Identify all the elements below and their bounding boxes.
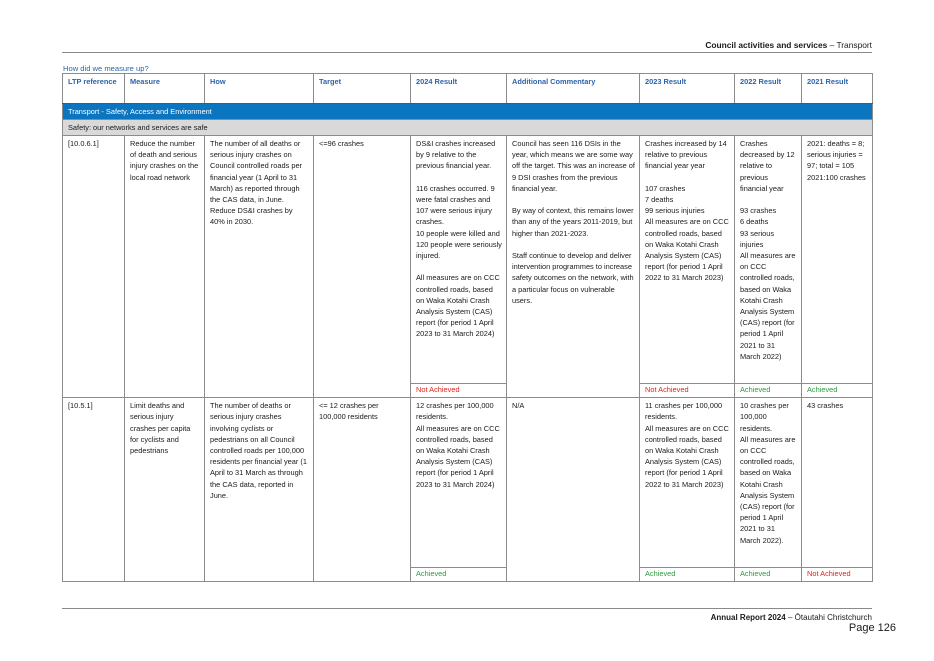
col-header-2024-result: 2024 Result [411, 74, 507, 104]
result-2024-cell: 12 crashes per 100,000 residents. All measures are on CCC controlled roads, based on Waka Kotahi Crash Analysis System (CAS) report (for period 1 April 2023 to 31 March 2024) [411, 398, 507, 568]
status-2022: Achieved [735, 568, 802, 582]
ltp-reference-cell: [10.0.6.1] [63, 136, 125, 398]
table-row [63, 136, 873, 384]
footer-separator: – [785, 613, 795, 622]
measure-cell: Limit deaths and serious injury crashes per capita for cyclists and pedestrians [125, 398, 205, 582]
status-2021: Not Achieved [802, 568, 873, 582]
status-2023: Not Achieved [640, 384, 735, 398]
table-header-row [63, 74, 873, 104]
section-band: Transport - Safety, Access and Environment [63, 104, 873, 120]
sub-band: Safety: our networks and services are safe [63, 120, 873, 136]
status-2021: Achieved [802, 384, 873, 398]
status-2022: Achieved [735, 384, 802, 398]
result-2022-cell: Crashes decreased by 12 relative to previous financial year 93 crashes 6 deaths 93 serious injuries All measures are on CCC controlled roads, based on Waka Kotahi Crash Analysis System (CAS) report (for period 1 April 2021 to 31 March 2022) [735, 136, 802, 384]
footer-rule [62, 608, 872, 609]
status-2024: Not Achieved [411, 384, 507, 398]
footer-report: Annual Report 2024 [710, 613, 786, 622]
result-2024-cell: DS&I crashes increased by 9 relative to the previous financial year. 116 crashes occurred. 9 were fatal crashes and 107 were serious injury crashes. 10 people were killed and 120 people were seriously injured. All measures are on CCC controlled roads, based on Waka Kotahi Crash Analysis System (CAS) report (for period 1 April 2023 to 31 March 2024) [411, 136, 507, 384]
header-rule [62, 52, 872, 53]
footer-city: Ōtautahi Christchurch [794, 613, 872, 622]
status-2023: Achieved [640, 568, 735, 582]
running-header [705, 40, 872, 50]
commentary-cell: N/A [507, 398, 640, 582]
how-cell: The number of all deaths or serious injury crashes on Council controlled roads per financial year (1 April to 31 March) as reported through the CAS data, in June. Reduce DS&I crashes by 40% in 2030. [205, 136, 314, 398]
result-2021-cell: 43 crashes [802, 398, 873, 568]
col-header-ltp-reference: LTP reference [63, 74, 125, 104]
result-2023-cell: Crashes increased by 14 relative to previous financial year year 107 crashes 7 deaths 99 serious injuries All measures are on CCC controlled roads, based on Waka Kotahi Crash Analysis System (CAS) report (for period 1 April 2022 to 31 March 2023) [640, 136, 735, 384]
table-row [63, 398, 873, 568]
target-cell: <=96 crashes [314, 136, 411, 398]
measure-cell: Reduce the number of death and serious injury crashes on the local road network [125, 136, 205, 398]
header-subsection: Transport [836, 40, 872, 50]
status-2024: Achieved [411, 568, 507, 582]
col-header-2021-result: 2021 Result [802, 74, 873, 104]
result-2021-cell: 2021: deaths = 8; serious injuries = 97; total = 105 2021:100 crashes [802, 136, 873, 384]
performance-measures-table [62, 73, 873, 582]
header-separator: – [827, 40, 837, 50]
result-2023-cell: 11 crashes per 100,000 residents. All measures are on CCC controlled roads, based on Waka Kotahi Crash Analysis System (CAS) report (for period 1 April 2022 to 31 March 2023) [640, 398, 735, 568]
commentary-cell: Council has seen 116 DSIs in the year, which means we are some way off the target. This was an increase of 9 DSI crashes from the previous financial year. By way of context, this remains lower than any of the years 2011-2019, but higher than 2021-2023. Staff continue to develop and deliver intervention programmes to increase safety outcomes on the network, with a particular focus on vulnerable users. [507, 136, 640, 398]
target-cell: <= 12 crashes per 100,000 residents [314, 398, 411, 582]
how-cell: The number of deaths or serious injury crashes involving cyclists or pedestrians on all Council controlled roads per 100,000 residents per financial year (1 April to 31 March as through the CAS data, reported in June. [205, 398, 314, 582]
col-header-2022-result: 2022 Result [735, 74, 802, 104]
col-header-target: Target [314, 74, 411, 104]
col-header-measure: Measure [125, 74, 205, 104]
footer-title [711, 613, 872, 622]
header-section: Council activities and services [705, 40, 828, 50]
ltp-reference-cell: [10.5.1] [63, 398, 125, 582]
section-band-row [63, 104, 873, 120]
col-header-2023-result: 2023 Result [640, 74, 735, 104]
page-number: Page 126 [848, 622, 896, 634]
col-header-additional-commentary: Additional Commentary [507, 74, 640, 104]
col-header-how: How [205, 74, 314, 104]
table-caption: How did we measure up? [63, 64, 149, 73]
sub-band-row [63, 120, 873, 136]
result-2022-cell: 10 crashes per 100,000 residents. All measures are on CCC controlled roads, based on Waka Kotahi Crash Analysis System (CAS) report (for period 1 April 2021 to 31 March 2022). [735, 398, 802, 568]
